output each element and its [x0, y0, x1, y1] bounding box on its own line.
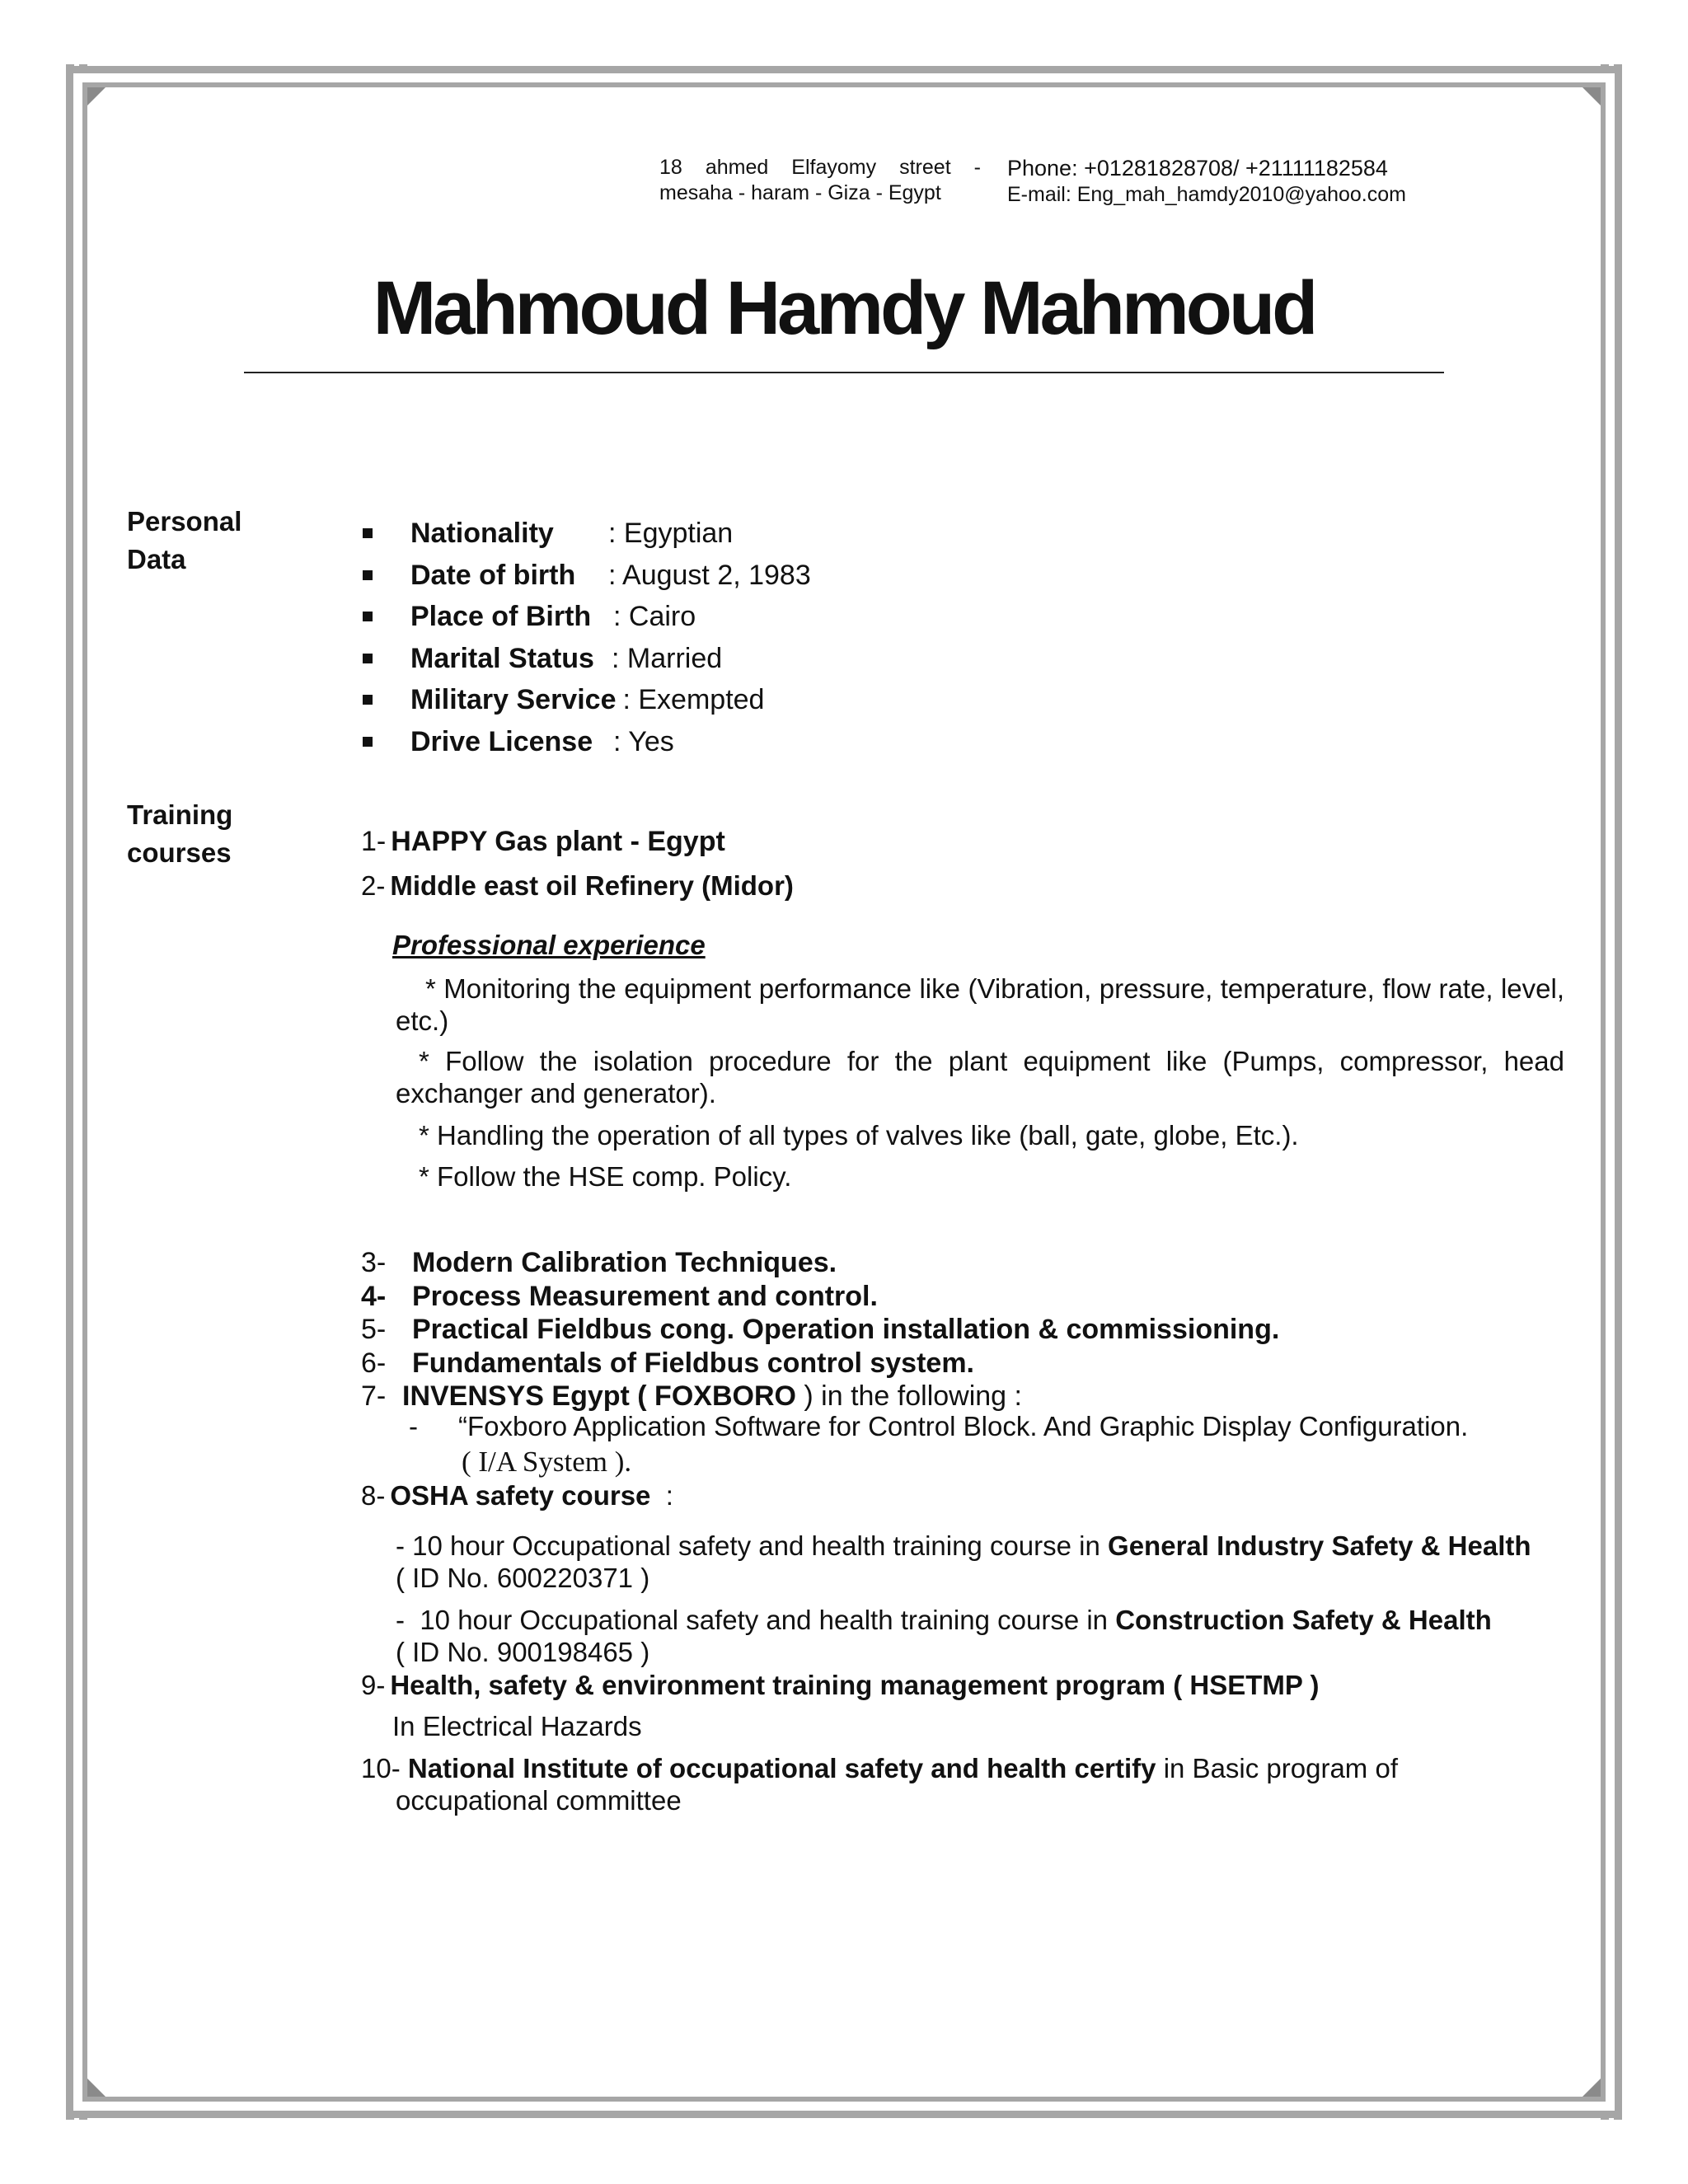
- course-1: 1- HAPPY Gas plant - Egypt: [361, 826, 725, 857]
- section-title-training-courses: Training courses: [127, 799, 233, 868]
- list-item: [363, 555, 811, 597]
- frame-tick: [66, 2115, 74, 2120]
- corner-ornament-top-left: [87, 87, 106, 105]
- list-item: [363, 513, 811, 555]
- course-10: 10- National Institute of occupational safety and health certify in Basic program of occupational committee: [361, 1753, 1398, 1816]
- square-bullet-icon: [363, 695, 373, 705]
- field-label: Nationality: [410, 518, 554, 549]
- frame-tick: [66, 64, 74, 69]
- address-line-2: mesaha - haram - Giza - Egypt: [659, 181, 941, 204]
- course-2: 2- Middle east oil Refinery (Midor): [361, 870, 794, 901]
- experience-item: * Handling the operation of all types of valves like (ball, gate, globe, Etc.).: [419, 1120, 1299, 1151]
- course-list-3-7: [361, 1246, 1279, 1413]
- field-value: : Cairo: [613, 601, 696, 632]
- square-bullet-icon: [363, 528, 373, 538]
- list-item: [363, 679, 811, 721]
- course-7-subitem-system: ( I/A System ).: [462, 1446, 632, 1478]
- frame-tick: [79, 64, 87, 69]
- square-bullet-icon: [363, 570, 373, 580]
- frame-tick: [1601, 2115, 1609, 2120]
- course-5: 5- Practical Fieldbus cong. Operation installation & commissioning.: [361, 1314, 1280, 1345]
- experience-item: * Follow the isolation procedure for the plant equipment like (Pumps, compressor, head exchanger and generator).: [396, 1046, 1564, 1108]
- applicant-name: Mahmoud Hamdy Mahmoud: [373, 266, 1315, 350]
- list-item: [363, 638, 811, 680]
- field-label: Drive License: [410, 725, 593, 757]
- personal-data-list: [363, 513, 811, 762]
- phone: Phone: +01281828708/ +21111182584: [1007, 156, 1388, 180]
- frame-tick: [1614, 64, 1622, 69]
- square-bullet-icon: [363, 612, 373, 621]
- course-7-subitem: - “Foxboro Application Software for Control Block. And Graphic Display Configuration.: [409, 1411, 1469, 1441]
- field-label: Military Service: [410, 684, 617, 715]
- frame-tick: [79, 2115, 87, 2120]
- corner-ornament-bottom-left: [87, 2079, 106, 2097]
- field-value: : Yes: [613, 725, 674, 757]
- osha-item-general-industry: - 10 hour Occupational safety and health training course in General Industry Safety & Health ( ID No. 600220371 ): [396, 1530, 1531, 1593]
- field-label: Marital Status: [410, 642, 594, 674]
- square-bullet-icon: [363, 654, 373, 663]
- list-item: [363, 721, 811, 763]
- corner-ornament-bottom-right: [1582, 2079, 1601, 2097]
- course-8: 8- OSHA safety course :: [361, 1480, 673, 1511]
- experience-item: * Monitoring the equipment performance like (Vibration, pressure, temperature, flow rate, level, etc.): [396, 973, 1564, 1036]
- address-block: [659, 155, 981, 206]
- course-9-subtitle: In Electrical Hazards: [392, 1711, 642, 1741]
- professional-experience-heading: Professional experience: [392, 930, 706, 960]
- address-line-1: 18 ahmed Elfayomy street -: [659, 156, 981, 179]
- osha-item-construction: - 10 hour Occupational safety and health training course in Construction Safety & Health ( ID No. 900198465 ): [396, 1605, 1492, 1667]
- field-label: Date of birth: [410, 559, 576, 591]
- field-value: : Married: [612, 642, 723, 674]
- field-label: Place of Birth: [410, 601, 592, 632]
- header-rule: [244, 372, 1444, 373]
- course-4: 4- Process Measurement and control.: [361, 1280, 878, 1312]
- corner-ornament-top-right: [1582, 87, 1601, 105]
- field-value: : Exempted: [622, 684, 765, 715]
- course-6: 6- Fundamentals of Fieldbus control system.: [361, 1347, 974, 1379]
- course-7: 7- INVENSYS Egypt ( FOXBORO ) in the following :: [361, 1380, 1022, 1412]
- list-item: [363, 596, 811, 638]
- frame-tick: [1614, 2115, 1622, 2120]
- square-bullet-icon: [363, 737, 373, 747]
- course-3: 3- Modern Calibration Techniques.: [361, 1247, 837, 1278]
- contact-block: [1007, 155, 1406, 208]
- field-value: : Egyptian: [608, 518, 734, 549]
- section-title-personal-data: Personal Data: [127, 506, 242, 574]
- field-value: : August 2, 1983: [608, 559, 811, 591]
- frame-tick: [1601, 64, 1609, 69]
- email: E-mail: Eng_mah_hamdy2010@yahoo.com: [1007, 183, 1406, 206]
- course-9: 9- Health, safety & environment training management program ( HSETMP ): [361, 1670, 1320, 1700]
- experience-item: * Follow the HSE comp. Policy.: [419, 1161, 792, 1192]
